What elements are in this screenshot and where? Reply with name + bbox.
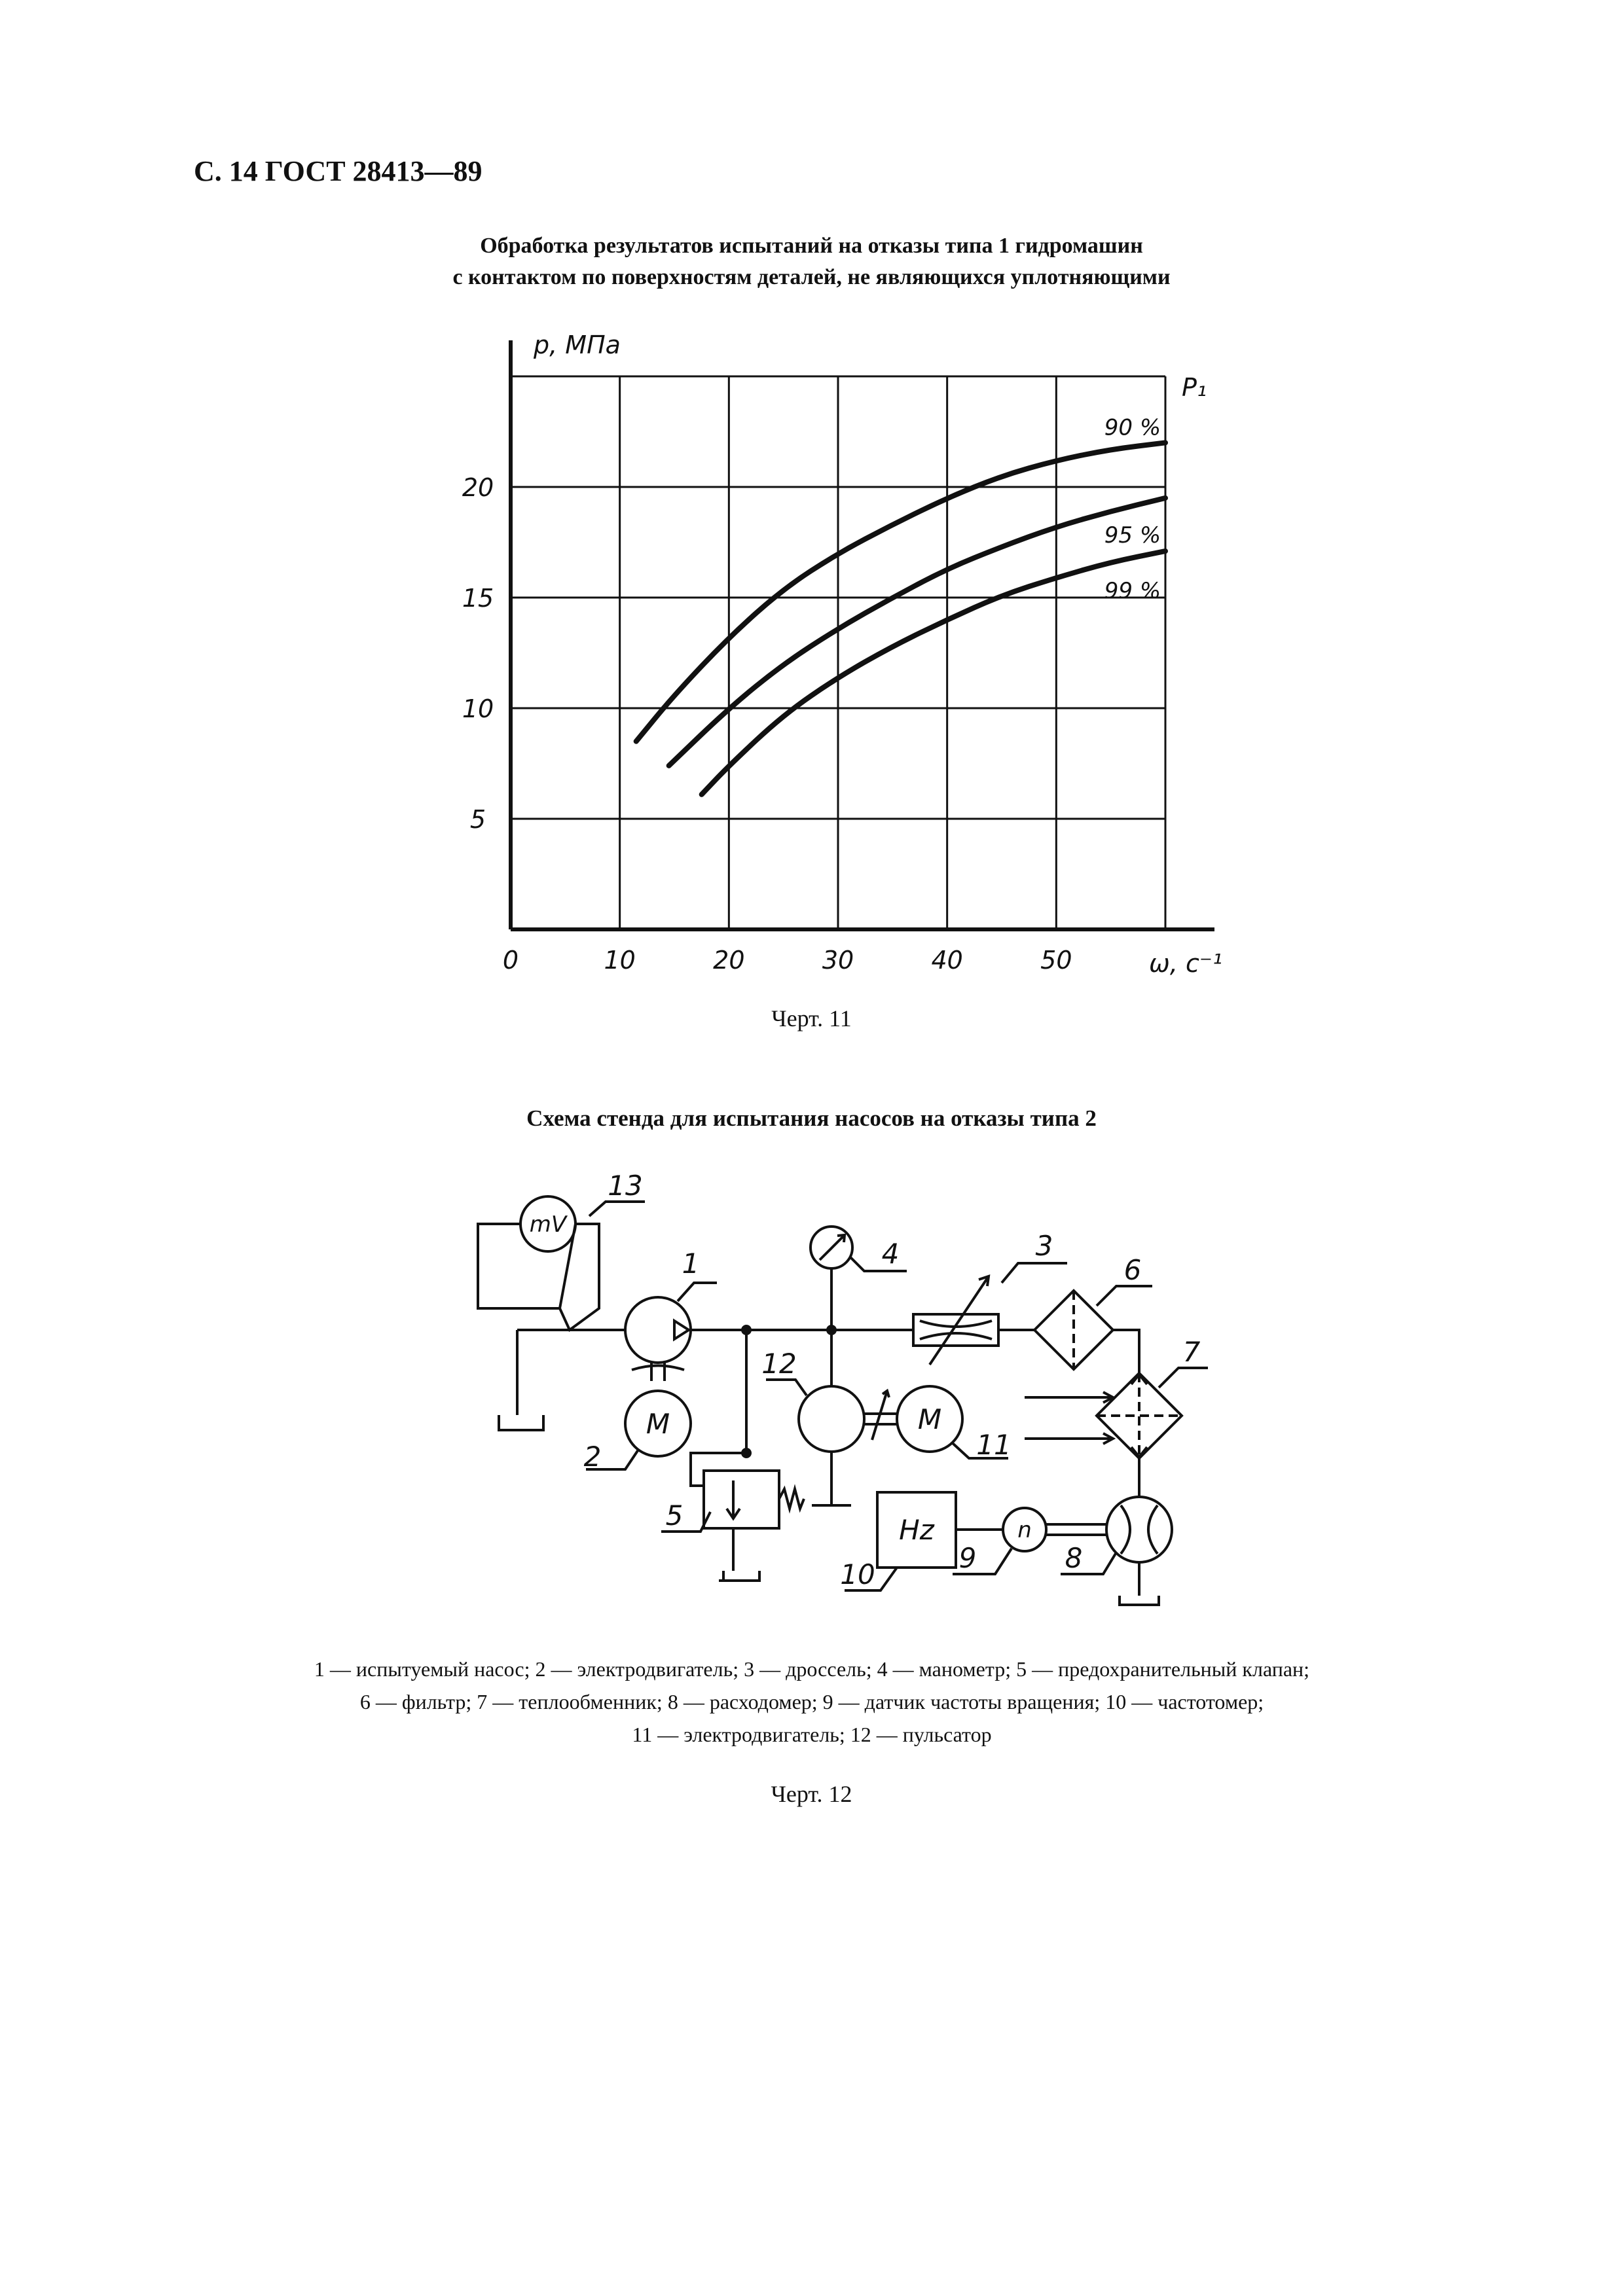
y-tick-label: 15 — [462, 584, 494, 613]
throttle-adjust-arrow — [930, 1276, 989, 1365]
pump-1 — [625, 1297, 691, 1363]
x-tick-label: 50 — [1040, 946, 1072, 975]
series-label-3: 99 % — [1104, 577, 1161, 604]
relief-valve-arrow — [727, 1480, 740, 1518]
label-10: 10 — [840, 1558, 875, 1590]
legend-line-1: 1 — испытуемый насос; 2 — электродвигатель; 3 — дроссель; 4 — манометр; 5 — предохранительный клапан; — [314, 1657, 1310, 1681]
label-3: 3 — [1035, 1230, 1053, 1262]
rotation-sensor-label: n — [1017, 1517, 1032, 1543]
series-label-2: 95 % — [1104, 522, 1161, 549]
frequency-meter-label: Hz — [899, 1514, 934, 1546]
pulsator-drain — [812, 1452, 851, 1505]
label-4: 4 — [881, 1238, 900, 1270]
chart-title-line-2: с контактом по поверхностям деталей, не являющихся уплотняющими — [452, 265, 1171, 289]
caption-chart-12: Черт. 12 — [771, 1781, 852, 1807]
legend-line-2: 6 — фильтр; 7 — теплообменник; 8 — расходомер; 9 — датчик частоты вращения; 10 — частотомер; — [359, 1690, 1264, 1713]
rotation-arrow-12 — [872, 1391, 889, 1440]
label-8: 8 — [1065, 1542, 1083, 1574]
label-9: 9 — [958, 1542, 977, 1574]
throttle-3 — [913, 1314, 998, 1346]
tank-left — [499, 1330, 543, 1430]
x-tick-label: 10 — [604, 946, 636, 975]
leader-6 — [1097, 1286, 1152, 1306]
chart-title-line-1: Обработка результатов испытаний на отказы типа 1 гидромашин — [480, 234, 1143, 258]
flowmeter-drain — [1120, 1562, 1159, 1605]
label-5: 5 — [665, 1499, 684, 1532]
label-12: 12 — [761, 1348, 797, 1380]
sensor-shaft — [1046, 1524, 1106, 1535]
pulsator-12 — [799, 1386, 864, 1452]
x-tick-label: 30 — [822, 946, 854, 975]
scheme-title: Схема стенда для испытания насосов на отказы типа 2 — [526, 1105, 1097, 1131]
manometer-needle — [820, 1235, 845, 1260]
coolant-arrow-out — [1025, 1433, 1113, 1444]
y-tick-label: 5 — [469, 805, 486, 834]
relief-valve-drain — [719, 1528, 759, 1581]
curve-group-label: P₁ — [1182, 373, 1207, 402]
label-2: 2 — [583, 1441, 602, 1473]
relief-valve-spring — [779, 1489, 804, 1509]
label-6: 6 — [1123, 1254, 1142, 1286]
relief-valve-5 — [704, 1471, 779, 1528]
page-header: С. 14 ГОСТ 28413—89 — [194, 155, 483, 187]
leader-13 — [589, 1202, 645, 1216]
legend-line-3: 11 — электродвигатель; 12 — пульсатор — [632, 1723, 992, 1746]
label-7: 7 — [1182, 1336, 1201, 1368]
line-6-7 — [1113, 1330, 1139, 1373]
leader-12 — [766, 1380, 807, 1395]
y-tick-label: 10 — [462, 694, 494, 723]
label-13: 13 — [608, 1170, 643, 1202]
millivoltmeter-label: mV — [529, 1211, 567, 1238]
motor-11-label: M — [917, 1403, 942, 1435]
flowmeter-8-symbol — [1121, 1505, 1158, 1554]
y-tick-label: 20 — [462, 473, 494, 502]
x-tick-label: 20 — [713, 946, 745, 975]
x-tick-label: 40 — [931, 946, 963, 975]
caption-chart-11: Черт. 11 — [771, 1005, 852, 1031]
pump-arrow — [674, 1321, 689, 1339]
rotation-arrow-1 — [632, 1366, 684, 1371]
label-1: 1 — [682, 1247, 700, 1280]
coolant-arrow-in — [1025, 1392, 1113, 1403]
x-tick-label: 0 — [502, 946, 519, 975]
motor-2-label: M — [646, 1408, 670, 1440]
heat-exchanger-7-cross — [1097, 1373, 1182, 1458]
leader-3 — [1002, 1263, 1067, 1283]
mv-circuit-line-2 — [560, 1224, 599, 1330]
leader-7 — [1159, 1368, 1208, 1388]
legend — [170, 1653, 1453, 1751]
series-label-1: 90 % — [1104, 414, 1161, 441]
leader-1 — [678, 1283, 717, 1301]
x-axis-label: ω, с⁻¹ — [1149, 949, 1223, 978]
y-axis-label: p, МПа — [534, 331, 621, 359]
label-11: 11 — [976, 1429, 1012, 1461]
